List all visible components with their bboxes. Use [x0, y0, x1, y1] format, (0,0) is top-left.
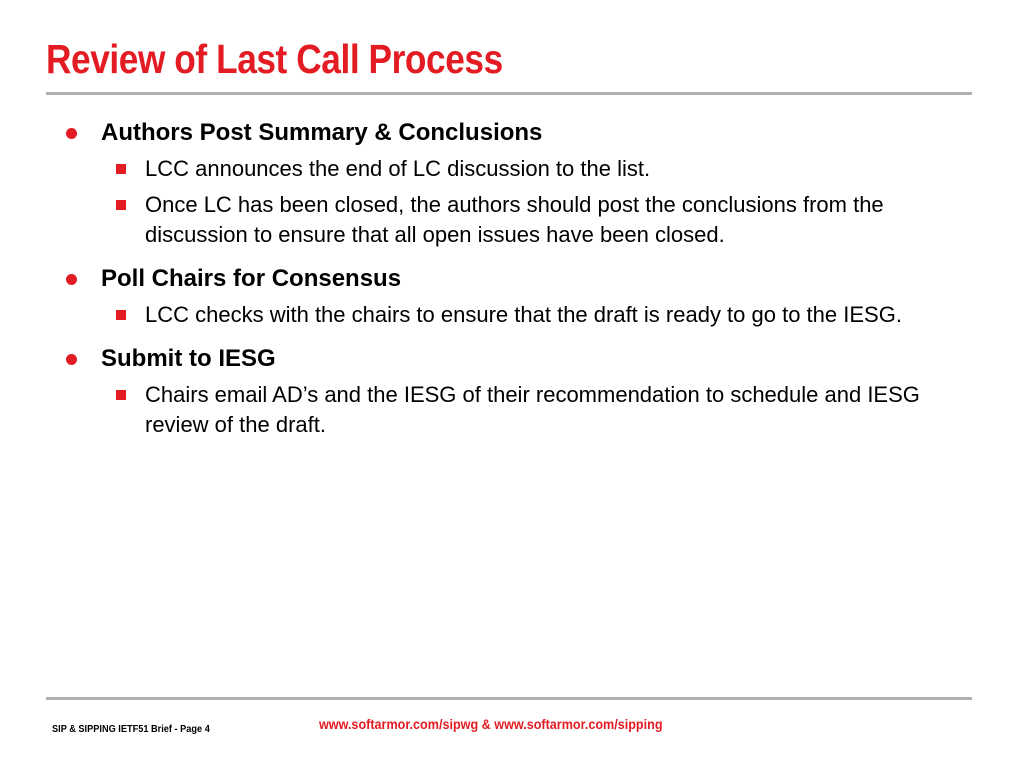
sub-bullet-text: LCC checks with the chairs to ensure that the draft is ready to go to the IESG.: [145, 302, 902, 327]
footer-divider: [46, 697, 972, 700]
red-dot-bullet-icon: [66, 128, 77, 139]
bullet-list: [64, 118, 974, 454]
sub-bullet-text: Once LC has been closed, the authors should post the conclusions from the discussion to ensure that all open issues have been closed.: [145, 192, 884, 247]
bullet-item: [64, 118, 974, 250]
bullet-heading: Authors Post Summary & Conclusions: [101, 119, 543, 146]
sub-bullet-item: [116, 154, 974, 184]
red-square-bullet-icon: [116, 164, 126, 174]
red-square-bullet-icon: [116, 390, 126, 400]
footer-page-label: SIP & SIPPING IETF51 Brief - Page 4: [52, 724, 210, 735]
bullet-heading: Poll Chairs for Consensus: [101, 265, 402, 292]
sub-bullet-text: LCC announces the end of LC discussion to the list.: [145, 156, 651, 181]
sub-bullet-list: [116, 154, 974, 250]
bullet-item: [64, 264, 974, 330]
sub-bullet-item: [116, 380, 974, 440]
footer-links[interactable]: www.softarmor.com/sipwg & www.softarmor.com/sipping: [319, 716, 663, 732]
sub-bullet-text: Chairs email AD’s and the IESG of their recommendation to schedule and IESG review of the draft.: [145, 382, 920, 437]
red-dot-bullet-icon: [66, 354, 77, 365]
sub-bullet-list: [116, 300, 974, 330]
sub-bullet-item: [116, 300, 974, 330]
sub-bullet-item: [116, 190, 974, 250]
bullet-heading: Submit to IESG: [101, 345, 276, 372]
red-dot-bullet-icon: [66, 274, 77, 285]
bullet-item: [64, 344, 974, 440]
sub-bullet-list: [116, 380, 974, 440]
red-square-bullet-icon: [116, 310, 126, 320]
slide-title: Review of Last Call Process: [46, 36, 503, 82]
title-divider: [46, 92, 972, 95]
red-square-bullet-icon: [116, 200, 126, 210]
